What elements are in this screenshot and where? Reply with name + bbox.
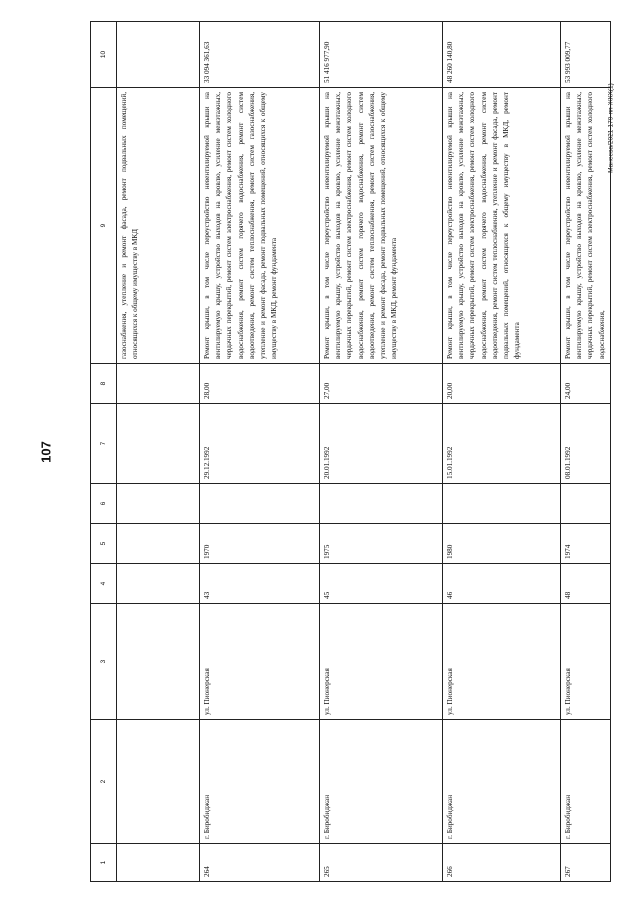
table-row	[561, 22, 611, 882]
continuation-works-cell: газоснабжения, утепление и ремонт фасада, ремонт подвальных помещений, относящихся к общему имуществу в МКД	[117, 88, 200, 364]
table-row	[443, 22, 561, 882]
amount-cell: 33 094 361,63	[200, 22, 320, 88]
works-cell: Ремонт крыши, в том числе переустройство невентилируемой крыши на вентилируемую крышу, устройство выходов на кровлю, усиление межэтажных, чердачных перекрытий, ремонт систем электроснабжения, ремонт систем холодного водоснабжения,	[561, 88, 611, 364]
wear-cell: 27,00	[320, 364, 443, 404]
row-number: 267	[561, 844, 611, 882]
table-cell	[117, 844, 200, 882]
table-cell	[117, 484, 200, 524]
row-number: 264	[200, 844, 320, 882]
empty-cell	[561, 484, 611, 524]
street-cell: ул. Пионерская	[200, 604, 320, 720]
amount-cell: 48 260 140,80	[443, 22, 561, 88]
house-cell: 48	[561, 564, 611, 604]
table-cell	[117, 604, 200, 720]
city-cell: г. Биробиджан	[443, 720, 561, 844]
amount-cell: 53 993 009,77	[561, 22, 611, 88]
works-cell: Ремонт крыши, в том числе переустройство невентилируемой крыши на вентилируемую крышу, устройство выходов на кровлю, усиление межэтажных, чердачных перекрытий, ремонт систем электроснабжения, ремонт систем холодного водоснабжения, ремонт систем горячего водоснабжения, ремонт систем водоотведения, ремонт систем теплоснабжения, ремонт систем газоснабжения, утепление и ремонт фасада, ремонт подвальных помещений, относящихся к общему имуществу в МКД, ремонт фундамента	[320, 88, 443, 364]
empty-cell	[320, 484, 443, 524]
date-cell: 20.01.1992	[320, 404, 443, 484]
year-cell: 1980	[443, 524, 561, 564]
year-cell: 1975	[320, 524, 443, 564]
row-number: 265	[320, 844, 443, 882]
street-cell: ул. Пионерская	[443, 604, 561, 720]
column-header: 9	[91, 88, 117, 364]
column-header: 2	[91, 720, 117, 844]
year-cell: 1970	[200, 524, 320, 564]
empty-cell	[200, 484, 320, 524]
table-cell	[117, 720, 200, 844]
house-cell: 43	[200, 564, 320, 604]
date-cell: 08.01.1992	[561, 404, 611, 484]
street-cell: ул. Пионерская	[320, 604, 443, 720]
date-cell: 15.01.1992	[443, 404, 561, 484]
table-row	[200, 22, 320, 882]
column-header: 1	[91, 844, 117, 882]
amount-cell: 51 416 977,90	[320, 22, 443, 88]
date-cell: 29.12.1992	[200, 404, 320, 484]
column-header: 10	[91, 22, 117, 88]
house-cell: 45	[320, 564, 443, 604]
column-header: 8	[91, 364, 117, 404]
row-number: 266	[443, 844, 561, 882]
table-row	[320, 22, 443, 882]
works-cell: Ремонт крыши, в том числе переустройство невентилируемой крыши на вентилируемую крышу, устройство выходов на кровлю, усиление межэтажных, чердачных перекрытий, ремонт систем электроснабжения, ремонт систем холодного водоснабжения, ремонт систем горячего водоснабжения, ремонт систем водоотведения, ремонт систем теплоснабжения, утепление и ремонт фасада, ремонт подвальных помещений, относящихся к общему имуществу в МКД, ремонт фундамента	[443, 88, 561, 364]
column-header: 3	[91, 604, 117, 720]
house-cell: 46	[443, 564, 561, 604]
table-cell	[117, 364, 200, 404]
column-header: 4	[91, 564, 117, 604]
houses-table	[90, 21, 611, 882]
table-cell	[117, 524, 200, 564]
header-row	[91, 22, 117, 882]
page-number: 107	[38, 441, 54, 463]
city-cell: г. Биробиджан	[320, 720, 443, 844]
table-cell	[117, 564, 200, 604]
works-cell: Ремонт крыши, в том числе переустройство невентилируемой крыши на вентилируемую крышу, устройство выходов на кровлю, усиление межэтажных, чердачных перекрытий, ремонт систем электроснабжения, ремонт систем холодного водоснабжения, ремонт систем горячего водоснабжения, ремонт систем водоотведения, ремонт систем теплоснабжения, ремонт систем газоснабжения, утепление и ремонт фасада, ремонт подвальных помещений, относящихся к общему имуществу в МКД, ремонт фундамента	[200, 88, 320, 364]
empty-cell	[443, 484, 561, 524]
street-cell: ул. Пионерская	[561, 604, 611, 720]
table-cell	[117, 22, 200, 88]
column-header: 7	[91, 404, 117, 484]
column-header: 5	[91, 524, 117, 564]
wear-cell: 28,00	[200, 364, 320, 404]
wear-cell: 24,00	[561, 364, 611, 404]
document-footer: Манеева/2021-179-пп-ЖКХ(1)	[607, 83, 615, 173]
wear-cell: 20,00	[443, 364, 561, 404]
city-cell: г. Биробиджан	[200, 720, 320, 844]
year-cell: 1974	[561, 524, 611, 564]
rotated-page-content	[90, 22, 606, 882]
city-cell: г. Биробиджан	[561, 720, 611, 844]
column-header: 6	[91, 484, 117, 524]
table-cell	[117, 404, 200, 484]
continuation-row	[117, 22, 200, 882]
